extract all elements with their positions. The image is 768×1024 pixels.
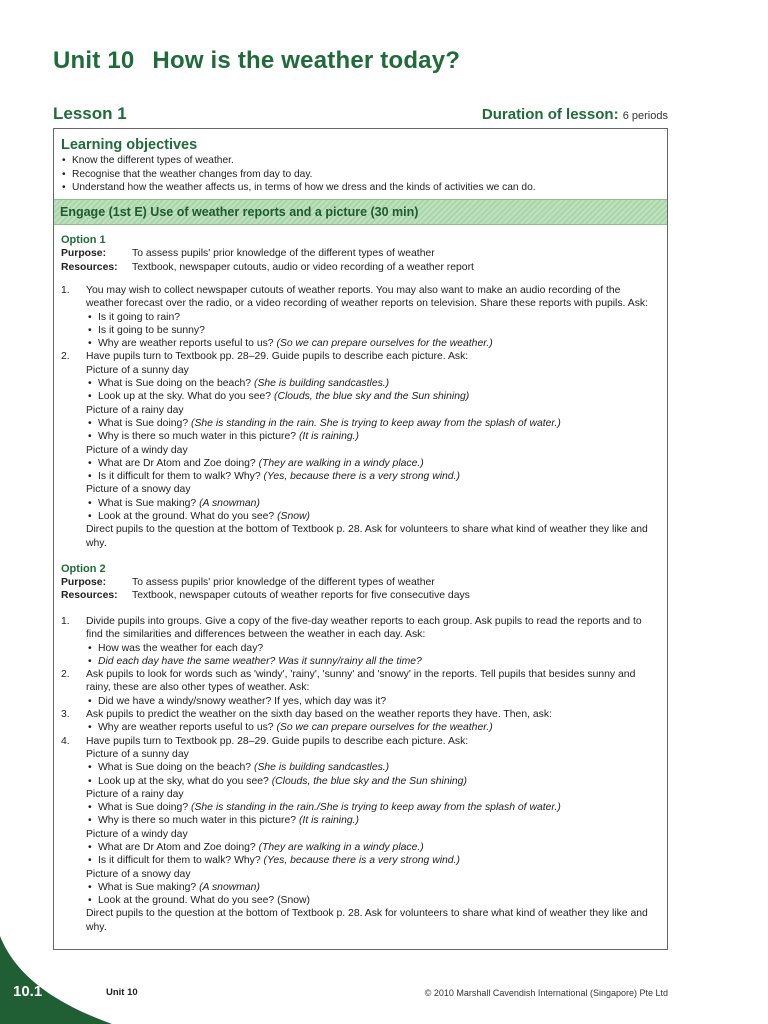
lesson-plan-box (53, 128, 668, 950)
lesson-title: Lesson 1 (53, 104, 127, 123)
answer: (Yes, because there is a very strong wind.) (263, 471, 460, 483)
answer: (A snowman) (199, 497, 260, 509)
objective-item: • Understand how the weather affects us, in terms of how we dress and the kinds of activities we can do. (61, 181, 660, 195)
question: How was the weather for each day? (98, 642, 264, 654)
step (61, 284, 660, 350)
step-text: Ask pupils to predict the weather on the sixth day based on the weather reports they have. Then, ask: (86, 709, 552, 721)
objective-item: • Know the different types of weather. (61, 154, 660, 168)
question-item (86, 695, 660, 708)
answer: (Snow) (277, 511, 310, 523)
question-item (86, 881, 660, 894)
question: Why are weather reports useful to us? (98, 722, 274, 734)
step-number: 1. (61, 285, 70, 296)
picture-label: Picture of a rainy day (86, 404, 184, 416)
question-list (86, 497, 660, 524)
question: Is it going to rain? (98, 311, 181, 323)
answer: (She is standing in the rain. She is trying to keep away from the splash of water.) (191, 417, 561, 429)
unit-title-text: How is the weather today? (152, 47, 461, 74)
question: Is it difficult for them to walk? Why? (98, 855, 261, 867)
picture-label: Picture of a snowy day (86, 484, 191, 496)
option-1 (54, 233, 667, 550)
question-list (86, 801, 660, 828)
answer: (She is building sandcastles.) (253, 378, 390, 390)
question-item (86, 497, 660, 510)
unit-number: Unit 10 (53, 47, 135, 74)
question: What is Sue making? (98, 497, 197, 509)
option-1-purpose (61, 247, 660, 261)
question-list (86, 457, 660, 484)
question-item (86, 510, 660, 523)
purpose-label: Purpose: (61, 248, 107, 259)
question: What is Sue doing? (98, 417, 189, 429)
question: What is Sue doing? (98, 802, 189, 814)
step-closing-text: Direct pupils to the question at the bottom of Textbook p. 28. Ask for volunteers to share what kind of weather they like and why. (86, 524, 648, 549)
question-item (86, 324, 660, 337)
answer: (So we can prepare ourselves for the weather.) (276, 722, 493, 734)
picture-label: Picture of a windy day (86, 444, 188, 456)
question-item (86, 841, 660, 854)
objectives-list (61, 154, 660, 195)
question-list (86, 761, 660, 788)
step-number: 4. (61, 735, 70, 747)
answer: (Clouds, the blue sky and the Sun shining) (273, 391, 470, 403)
page-corner-tab (0, 936, 112, 1024)
question: What is Sue making? (98, 881, 197, 893)
question-item (86, 337, 660, 350)
picture-label: Picture of a sunny day (86, 364, 189, 376)
question-item (86, 417, 660, 430)
question-item (86, 761, 660, 774)
option-2-resources (61, 589, 660, 603)
option-1-resources (61, 261, 660, 275)
question-list (86, 841, 660, 868)
picture-label: Picture of a windy day (86, 828, 188, 840)
answer: (She is building sandcastles.) (253, 762, 390, 774)
answer: (It is raining.) (298, 815, 360, 827)
step-text: Divide pupils into groups. Give a copy of the five-day weather reports to each group. Ask pupils to read the reports and to find the similarities and differences between the weather in each day. Ask: (86, 615, 642, 641)
question-list (86, 311, 660, 351)
question-item (86, 311, 660, 324)
step-text: Have pupils turn to Textbook pp. 28–29. Guide pupils to describe each picture. Ask: (86, 351, 469, 363)
question-item (86, 655, 660, 668)
question-list (86, 721, 660, 734)
question-list (86, 642, 660, 669)
step (61, 668, 660, 708)
option-1-steps (61, 284, 660, 550)
question: Look at the ground. What do you see? (Snow) (98, 895, 310, 907)
duration (482, 106, 668, 123)
objective-item: • Recognise that the weather changes from day to day. (61, 168, 660, 182)
learning-objectives (54, 129, 667, 199)
question-item (86, 854, 660, 867)
step-text: Ask pupils to look for words such as 'windy', 'rainy', 'sunny' and 'snowy' in the reports. Tell pupils that besides sunny and rainy, these are also other types of weather. Ask: (86, 669, 636, 694)
step (61, 735, 660, 934)
duration-label: Duration of lesson: (481, 106, 619, 123)
option-2-purpose (61, 576, 660, 590)
question: What are Dr Atom and Zoe doing? (98, 841, 256, 853)
step-closing-text: Direct pupils to the question at the bottom of Textbook p. 28. Ask for volunteers to share what kind of weather they like and why. (86, 908, 648, 933)
question-list (86, 377, 660, 404)
step (61, 615, 660, 668)
purpose-text: To assess pupils' prior knowledge of the different types of weather (132, 248, 435, 259)
question: Is it difficult for them to walk? Why? (98, 471, 261, 483)
step-text: You may wish to collect newspaper cutouts of weather reports. You may also want to make an audio recording of the weather forecast over the radio, or a video recording of weather reports on television. Share these reports with pupils. Ask: (86, 285, 648, 310)
engage-section-bar: Engage (1st E) Use of weather reports and a picture (30 min) (54, 199, 667, 225)
question-item (86, 894, 660, 907)
question: Look up at the sky, what do you see? (98, 775, 269, 787)
unit-title (53, 47, 460, 75)
answer: (They are walking in a windy place.) (258, 457, 424, 469)
question: What is Sue doing on the beach? (98, 378, 252, 390)
question-item (86, 721, 660, 734)
question: What are Dr Atom and Zoe doing? (98, 457, 256, 469)
option-2-steps (61, 615, 660, 934)
question-item (86, 642, 660, 655)
option-2 (54, 562, 667, 934)
question-item (86, 775, 660, 788)
step (61, 708, 660, 735)
purpose-label: Purpose: (61, 576, 107, 588)
picture-label: Picture of a snowy day (86, 868, 191, 880)
answer: (So we can prepare ourselves for the weather.) (276, 338, 493, 350)
answer: (Yes, because there is a very strong wind.) (263, 855, 460, 867)
answer: (It is raining.) (298, 431, 360, 443)
question: Why is there so much water in this picture? (98, 431, 297, 443)
question-item (86, 470, 660, 483)
answer: (She is standing in the rain./She is trying to keep away from the splash of water.) (191, 802, 561, 814)
step-text: Have pupils turn to Textbook pp. 28–29. Guide pupils to describe each picture. Ask: (86, 735, 469, 747)
page-number: 10.1 (13, 983, 43, 1000)
footer-unit-label: Unit 10 (106, 987, 138, 998)
step (61, 350, 660, 549)
question: Is it going to be sunny? (98, 324, 205, 336)
question-item (86, 390, 660, 403)
question-item (86, 430, 660, 443)
option-1-title: Option 1 (61, 234, 106, 246)
picture-label: Picture of a rainy day (86, 788, 184, 800)
duration-value: 6 periods (622, 110, 668, 122)
question: Why are weather reports useful to us? (98, 338, 274, 350)
option-2-title: Option 2 (61, 562, 106, 575)
answer: (They are walking in a windy place.) (258, 841, 424, 853)
question-list (86, 695, 660, 708)
question: Did each day have the same weather? Was it sunny/rainy all the time? (98, 655, 422, 667)
question-item (86, 814, 660, 827)
step-number: 2. (61, 669, 70, 681)
question-item (86, 801, 660, 814)
question: Look at the ground. What do you see? (98, 511, 275, 523)
purpose-text: To assess pupils' prior knowledge of the different types of weather (132, 576, 435, 588)
picture-label: Picture of a sunny day (86, 748, 189, 760)
step-number: 1. (61, 615, 70, 627)
question: Look up at the sky. What do you see? (98, 391, 272, 403)
question-item (86, 457, 660, 470)
question: What is Sue doing on the beach? (98, 762, 252, 774)
copyright-notice: © 2010 Marshall Cavendish International (Singapore) Pte Ltd (424, 988, 668, 998)
answer: (Clouds, the blue sky and the Sun shining) (271, 775, 467, 787)
question-list (86, 417, 660, 444)
question: Why is there so much water in this picture? (98, 815, 297, 827)
step-number: 2. (61, 351, 70, 363)
objectives-title: Learning objectives (61, 137, 198, 153)
resources-text: Textbook, newspaper cutouts, audio or video recording of a weather report (132, 261, 474, 273)
question: Did we have a windy/snowy weather? If yes, which day was it? (98, 695, 387, 707)
question-list (86, 881, 660, 908)
resources-label: Resources: (61, 590, 118, 602)
resources-text: Textbook, newspaper cutouts of weather reports for five consecutive days (132, 590, 470, 602)
resources-label: Resources: (61, 261, 118, 273)
lesson-header (53, 104, 668, 128)
question-item (86, 377, 660, 390)
answer: (A snowman) (199, 881, 260, 893)
step-number: 3. (61, 709, 70, 721)
